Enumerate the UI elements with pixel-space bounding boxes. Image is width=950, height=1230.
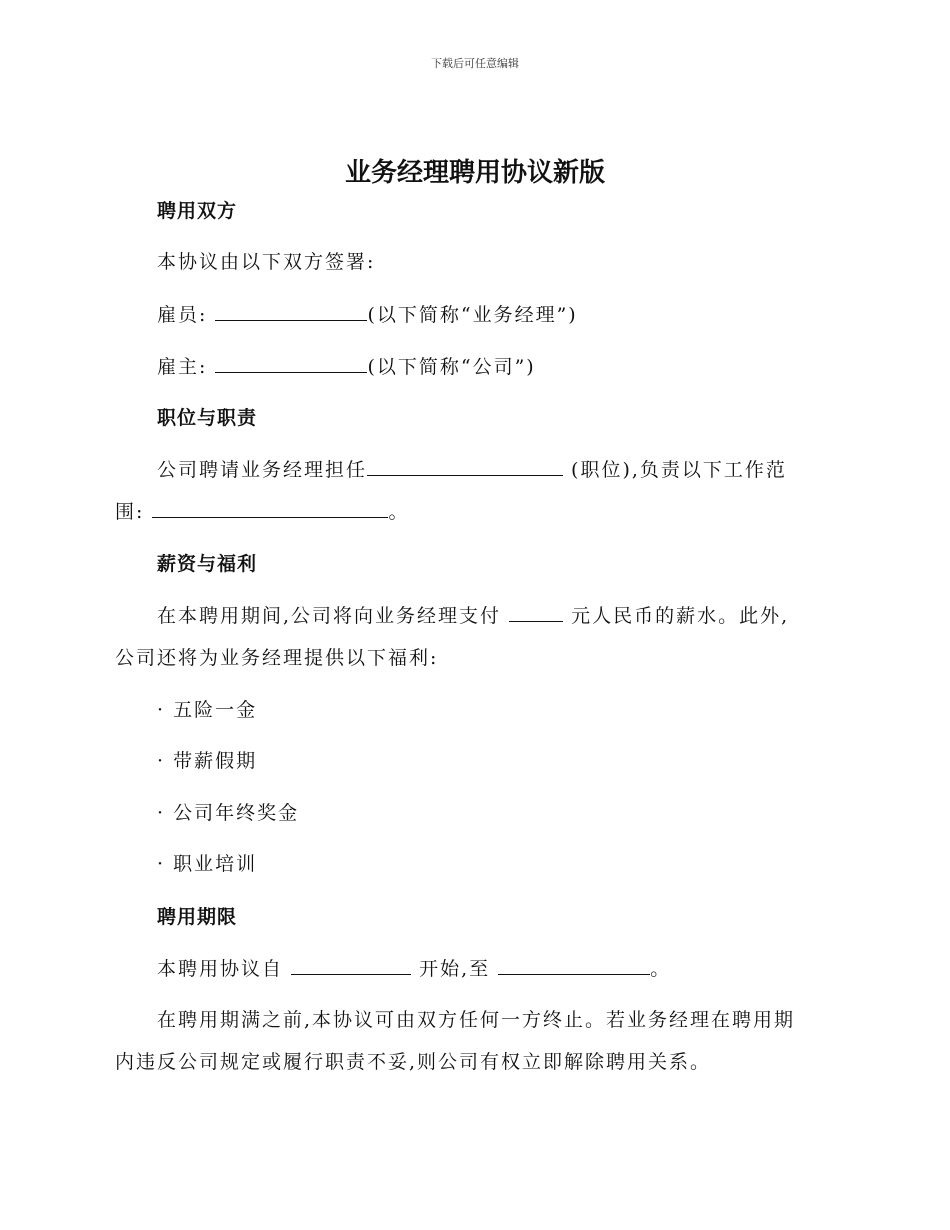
page-header-note: 下载后可任意编辑 (431, 57, 519, 70)
employee-line (157, 302, 578, 327)
employer-suffix: (以下简称“公司”) (367, 356, 536, 378)
scope-end: 。 (388, 501, 410, 523)
duties-prefix: 公司聘请业务经理担任 (157, 459, 368, 481)
benefit-item: · 职业培训 (157, 853, 258, 875)
salary-line-1 (157, 603, 789, 628)
duties-line-2 (115, 499, 409, 524)
term-line (157, 956, 671, 981)
position-blank[interactable] (367, 457, 563, 476)
termination-line-1: 在聘用期满之前,本协议可由双方任何一方终止。若业务经理在聘用期 (157, 1009, 796, 1031)
term-end: 。 (650, 958, 672, 980)
benefit-item: · 公司年终奖金 (157, 802, 300, 824)
salary-prefix: 在本聘用期间,公司将向业务经理支付 (157, 605, 502, 627)
employee-name-blank[interactable] (215, 302, 367, 321)
salary-amount-blank[interactable] (509, 603, 563, 622)
termination-line-2: 内违反公司规定或履行职责不妥,则公司有权立即解除聘用关系。 (115, 1051, 712, 1073)
salary-suffix: 元人民币的薪水。此外, (571, 605, 790, 627)
term-prefix: 本聘用协议自 (157, 958, 284, 980)
benefit-item: · 带薪假期 (157, 750, 258, 772)
salary-line-2: 公司还将为业务经理提供以下福利: (115, 647, 439, 669)
parties-intro: 本协议由以下双方签署: (157, 251, 376, 273)
benefit-item: · 五险一金 (157, 699, 258, 721)
document-title: 业务经理聘用协议新版 (344, 158, 605, 188)
end-date-blank[interactable] (498, 956, 650, 975)
term-middle: 开始,至 (419, 958, 491, 980)
employer-name-blank[interactable] (215, 354, 367, 373)
employer-line (157, 354, 536, 379)
section-heading-salary: 薪资与福利 (157, 553, 258, 575)
duties-suffix: (职位),负责以下工作范 (563, 459, 787, 481)
section-heading-duties: 职位与职责 (157, 407, 258, 429)
employee-label: 雇员: (157, 304, 208, 326)
duties-line-1 (157, 457, 787, 482)
start-date-blank[interactable] (291, 956, 411, 975)
scope-label: 围: (115, 501, 145, 523)
section-heading-parties: 聘用双方 (157, 200, 238, 222)
employer-label: 雇主: (157, 356, 208, 378)
section-heading-term: 聘用期限 (157, 906, 238, 928)
employee-suffix: (以下简称“业务经理”) (367, 304, 578, 326)
scope-blank[interactable] (152, 499, 388, 518)
